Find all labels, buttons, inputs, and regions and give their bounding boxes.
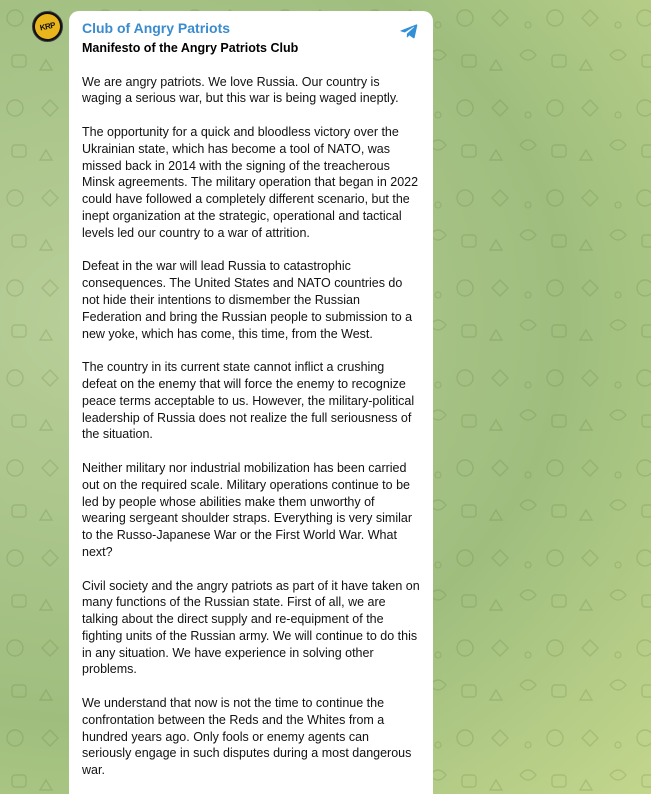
channel-avatar-logo: KRP xyxy=(33,12,63,42)
channel-avatar[interactable] xyxy=(32,11,63,42)
message-paragraph: The country in its current state cannot inflict a crushing defeat on the enemy that will force the enemy to recognize peace terms acceptable to us. However, the military-political leadership of Russia does not realize the full seriousness of the situation. xyxy=(82,360,415,442)
message-paragraph: We are angry patriots. We love Russia. Our country is waging a serious war, but this war is being waged ineptly. xyxy=(82,74,399,106)
message-paragraph: Defeat in the war will lead Russia to catastrophic consequences. The United States and NATO countries do not hide their intentions to dismember the Russian Federation and bring the Russian people to submission to a new yoke, which has come, this time, from the West. xyxy=(82,259,413,341)
message-bubble xyxy=(69,11,433,794)
telegram-share-icon[interactable] xyxy=(399,21,419,41)
message-paragraph: We understand that now is not the time to continue the confrontation between the Reds and the Whites from a hundred years ago. Only fools or enemy agents can seriously engage in such disputes during a most dangerous war. xyxy=(82,696,412,778)
message-body xyxy=(82,74,421,779)
message-paragraph: Neither military nor industrial mobilization has been carried out on the required scale. Military operations continue to be led by people whose abilities make them unworthy of wearing sergeant shoulder straps. Everything is very similar to the Russo-Japanese War or the First World War. What next? xyxy=(82,460,412,559)
message-paragraph: Civil society and the angry patriots as part of it have taken on many functions of the Russian state. First of all, we are talking about the direct supply and re-equipment of the fighting units of the Russian army. We will continue to do this in any situation. We have experience in solving other problems. xyxy=(82,578,420,677)
channel-name[interactable]: Club of Angry Patriots xyxy=(82,20,231,36)
message-title: Manifesto of the Angry Patriots Club xyxy=(82,41,299,55)
message-paragraph: The opportunity for a quick and bloodless victory over the Ukrainian state, which has become a tool of NATO, was missed back in 2014 with the signing of the treacherous Minsk agreements. The military operation that began in 2022 could have followed a completely different scenario, but the inept organization at the strategic, operational and tactical levels led our country to a war of attrition. xyxy=(82,124,419,240)
